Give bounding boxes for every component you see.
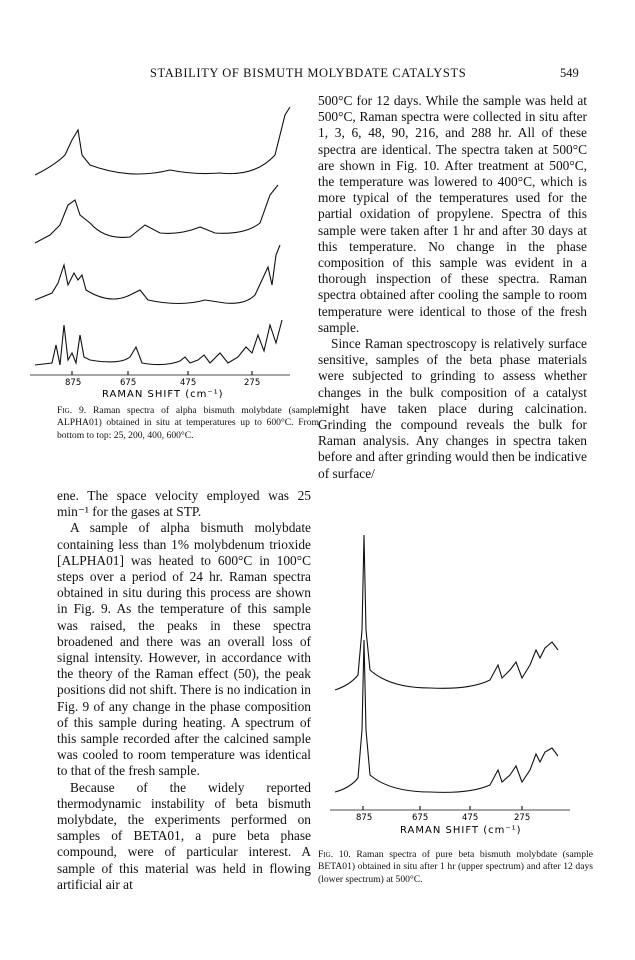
fig10-axis-label: RAMAN SHIFT (cm⁻¹) (400, 825, 522, 836)
figure-9-caption-text: Raman spectra of alpha bismuth molybdate (sample ALPHA01) obtained in situ at temperatures up to 600°C. From bottom to top: 25, 200, 400, 600°C. (57, 405, 320, 441)
fig9-spectrum-400C (35, 185, 278, 243)
fig9-spectrum-200C (35, 245, 280, 304)
figure-10-label: Fig. 10. (318, 849, 351, 860)
fig10-tick-label: 675 (412, 813, 429, 823)
fig9-tick-label: 875 (65, 378, 82, 388)
figure-9-caption (57, 405, 319, 442)
figure-9-raman-spectra (20, 95, 300, 400)
paragraph: Since Raman spectroscopy is relatively surface sensitive, samples of the beta phase materials were subjected to grinding to assess whether changes in the bulk composition of a catalyst might have taken place during calcination. Grinding the compound reveals the bulk for Raman analysis. Any changes in spectra taken before and after grinding would then be indicative of surface/ (318, 336, 587, 481)
paragraph: 500°C for 12 days. While the sample was held at 500°C, Raman spectra were collected in situ after 1, 3, 6, 48, 90, 216, and 288 hr. All of these spectra are identical. The spectra taken at 500°C are shown in Fig. 10. After treatment at 500°C, the temperature was lowered to 400°C, which is more typical of the temperatures used for the partial oxidation of propylene. Spectra of this sample were taken after 1 hr and after 30 days at this temperature. No change in the phase composition of this sample was evident in a thorough inspection of these spectra. Raman spectra obtained after cooling the sample to room temperature were identical to those of the fresh sample. (318, 93, 587, 335)
fig9-spectrum-600C (35, 107, 290, 175)
paragraph: Because of the widely reported thermodynamic instability of beta bismuth molybdate, the experiments performed on samples of BETA01, a pure beta phase compound, were of particular interest. A sample of this material was held in flowing artificial air at (57, 779, 311, 892)
fig10-spectrum-12days (335, 640, 558, 792)
fig9-axis-label: RAMAN SHIFT (cm⁻¹) (102, 389, 224, 400)
fig10-tick-label: 475 (462, 813, 479, 823)
page-number: 549 (560, 66, 579, 80)
figure-10-caption (318, 849, 593, 886)
left-column-bottom-text (57, 488, 311, 893)
fig9-spectrum-25C (35, 320, 282, 365)
fig10-tick-label: 275 (514, 813, 531, 823)
figure-10-raman-spectra (330, 530, 580, 840)
paragraph: A sample of alpha bismuth molybdate containing less than 1% molybdenum trioxide [ALPHA01] was heated to 600°C in 100°C steps over a period of 24 hr. Raman spectra obtained in situ during this process are shown in Fig. 9. As the temperature of this sample was raised, the peaks in these spectra broadened and there was an overall loss of signal intensity. However, in accordance with the theory of the Raman effect (50), the peak positions did not shift. There is no indication in Fig. 9 of any change in the phase composition of this sample during heating. A spectrum of this sample recorded after the calcined sample was cooled to room temperature was identical to that of the fresh sample. (57, 520, 311, 779)
running-title: STABILITY OF BISMUTH MOLYBDATE CATALYSTS (150, 66, 467, 80)
fig9-tick-label: 275 (244, 378, 261, 388)
figure-10-caption-text: Raman spectra of pure beta bismuth molybdate (sample BETA01) obtained in situ after 1 hr (upper spectrum) and after 12 days (lower spectrum) at 500°C. (318, 849, 593, 885)
figure-9-label: Fig. 9. (57, 405, 87, 416)
fig10-tick-label: 875 (356, 813, 373, 823)
fig10-spectrum-1hr (335, 535, 558, 690)
right-column-top-text (318, 93, 587, 482)
paragraph: ene. The space velocity employed was 25 min⁻¹ for the gases at STP. (57, 488, 311, 520)
running-header (0, 66, 635, 84)
fig9-tick-label: 475 (180, 378, 197, 388)
fig9-tick-label: 675 (120, 378, 137, 388)
